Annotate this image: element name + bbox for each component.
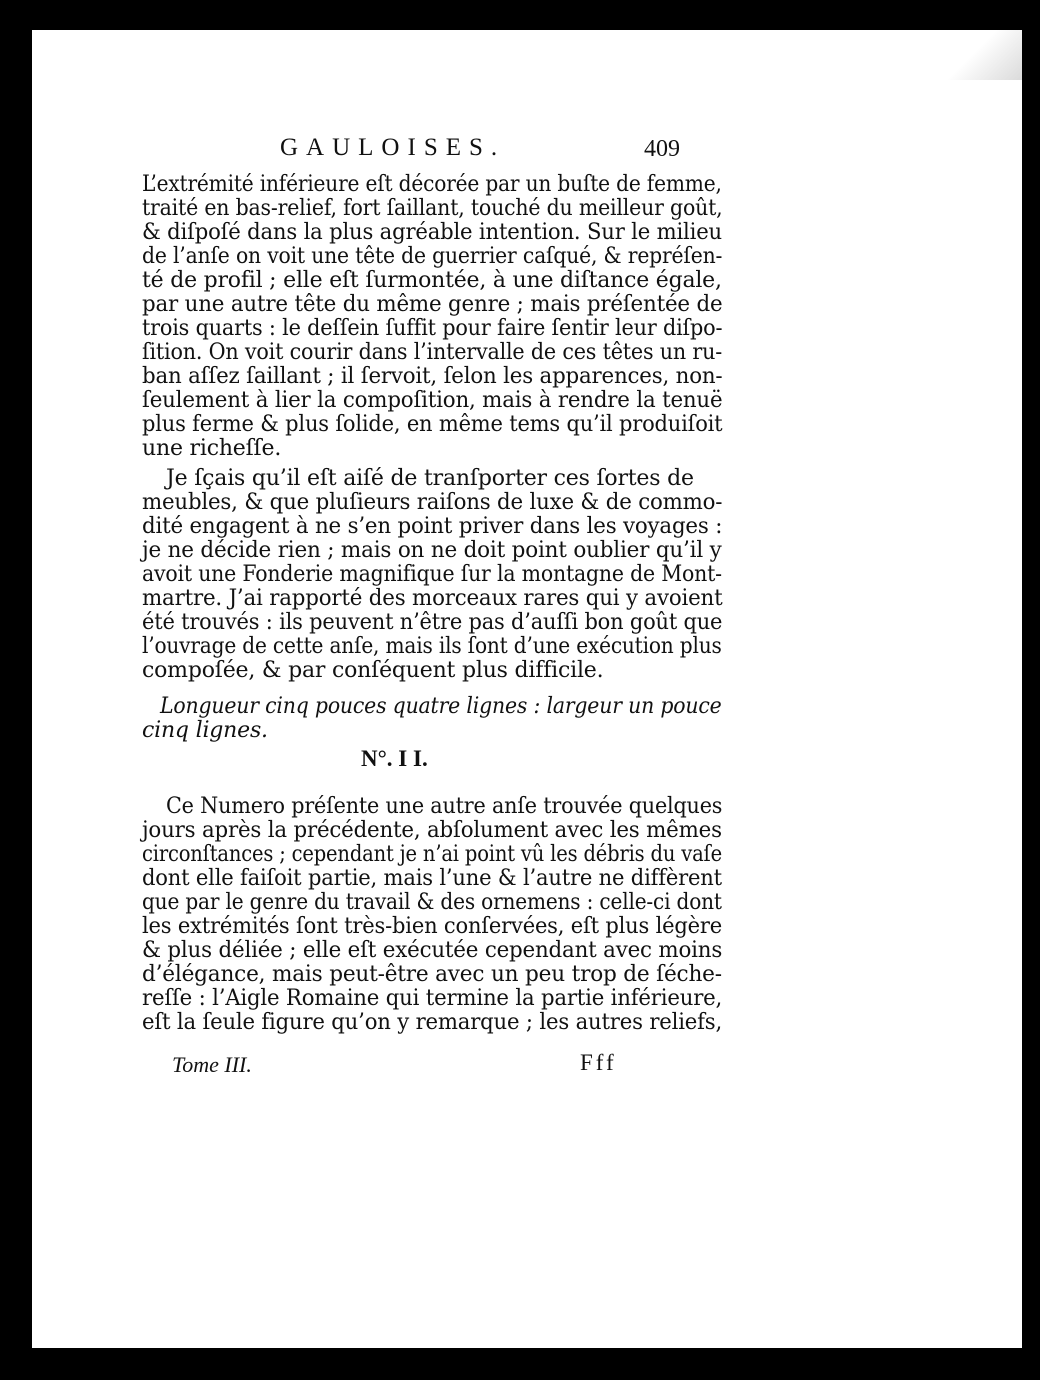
measurement-line: Longueur cinq pouces quatre lignes : largeur un pouce xyxy=(160,694,722,719)
text-line: ſition. On voit courir dans l’intervalle de ces têtes un ru- xyxy=(142,340,723,365)
text-line: ban aſſez ſaillant ; il ſervoit, ſelon les apparences, non- xyxy=(142,364,723,389)
text-line: ſeulement à lier la compoſition, mais à rendre la tenuë xyxy=(142,388,723,413)
page-text xyxy=(32,30,1022,1348)
text-line: d’élégance, mais peut-être avec un peu trop de ſéche- xyxy=(142,962,722,987)
text-line: L’extrémité inférieure eſt décorée par un buſte de femme, xyxy=(142,172,722,197)
text-line: té de profil ; elle eſt ſurmontée, à une diſtance égale, xyxy=(142,268,722,293)
text-line: & diſpoſé dans la plus agréable intention. Sur le milieu xyxy=(142,220,722,245)
text-line: meubles, & que pluſieurs raiſons de luxe & de commo- xyxy=(142,490,723,515)
text-line: dité engagent à ne s’en point priver dans les voyages : xyxy=(142,514,723,539)
text-line: eſt la ſeule figure qu’on y remarque ; les autres reliefs, xyxy=(142,1010,723,1035)
text-line: trois quarts : le deſſein ſuffit pour faire ſentir leur diſpo- xyxy=(142,316,723,341)
text-line: martre. J’ai rapporté des morceaux rares qui y avoient xyxy=(142,586,723,611)
text-line: & plus déliée ; elle eſt exécutée cependant avec moins xyxy=(142,938,723,963)
text-line: l’ouvrage de cette anſe, mais ils ſont d’une exécution plus xyxy=(142,634,722,659)
text-line: que par le genre du travail & des ornemens : celle-ci dont xyxy=(142,890,722,915)
text-line: circonſtances ; cependant je n’ai point vû les débris du vaſe xyxy=(142,842,722,867)
section-number: N°. I I. xyxy=(361,746,428,771)
volume-label: Tome III. xyxy=(172,1052,252,1077)
text-line: avoit une Fonderie magnifique ſur la montagne de Mont- xyxy=(142,562,722,587)
text-line: de l’anſe on voit une tête de guerrier caſqué, & repréſen- xyxy=(142,244,723,269)
text-line: été trouvés : ils peuvent n’être pas d’auſſi bon goût que xyxy=(142,610,723,635)
measurement-line: cinq lignes. xyxy=(142,718,268,743)
text-line: je ne décide rien ; mais on ne doit point oublier qu’il y xyxy=(142,538,722,563)
text-line: les extrémités ſont très-bien conſervées, eſt plus légère xyxy=(142,914,722,939)
book-page xyxy=(32,30,1022,1348)
page-number: 409 xyxy=(644,136,680,162)
running-title: GAULOISES. xyxy=(280,134,506,161)
text-line: une richeſſe. xyxy=(142,436,282,461)
text-line: plus ferme & plus ſolide, en même tems qu’il produiſoit xyxy=(142,412,723,437)
text-line: par une autre tête du même genre ; mais préſentée de xyxy=(142,292,723,317)
text-line: jours après la précédente, abſolument avec les mêmes xyxy=(142,818,722,843)
text-line: Ce Numero préſente une autre anſe trouvée quelques xyxy=(166,794,723,819)
text-line: reſſe : l’Aigle Romaine qui termine la partie inférieure, xyxy=(142,986,723,1011)
text-line: compoſée, & par conſéquent plus difficile. xyxy=(142,658,604,683)
text-line: Je ſçais qu’il eſt aiſé de tranſporter ces ſortes de xyxy=(166,466,694,491)
text-line: traité en bas-relief, fort ſaillant, touché du meilleur goût, xyxy=(142,196,723,221)
signature-mark: Fff xyxy=(580,1050,617,1075)
text-line: dont elle faiſoit partie, mais l’une & l’autre ne diffèrent xyxy=(142,866,722,891)
